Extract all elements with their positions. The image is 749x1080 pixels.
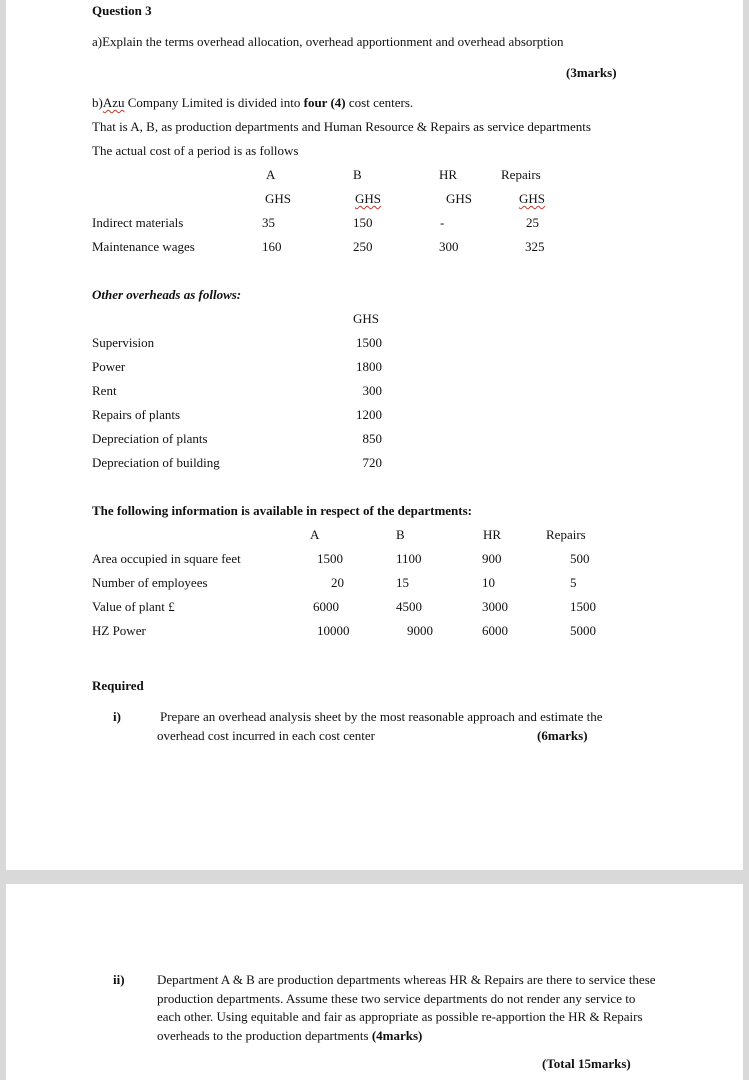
cost-cell: 325 <box>525 239 545 254</box>
cost-cell: 160 <box>262 239 282 254</box>
part-a-marks: (3marks) <box>566 65 617 80</box>
cost-cell: 25 <box>526 215 539 230</box>
cost-header-hr: HR <box>439 167 458 182</box>
dept-cell: 10000 <box>317 623 350 638</box>
total-marks: (Total 15marks) <box>542 1056 631 1071</box>
dept-cell: 6000 <box>313 599 339 614</box>
cost-cell: 35 <box>262 215 275 230</box>
overhead-value: 850 <box>362 431 382 446</box>
cost-cell: 250 <box>353 239 373 254</box>
dept-cell: 10 <box>482 575 495 590</box>
item-i-line1: Prepare an overhead analysis sheet by the most reasonable approach and estimate the <box>160 709 603 724</box>
cost-header-repairs: Repairs <box>501 167 541 182</box>
dept-cell: 1500 <box>317 551 343 566</box>
part-b-intro: b)Azu Company Limited is divided into four (4) cost centers. <box>92 95 414 110</box>
cost-currency-hr: GHS <box>446 191 473 206</box>
overhead-value: 1500 <box>356 335 382 350</box>
dept-cell: 1500 <box>570 599 596 614</box>
dept-cell: 4500 <box>396 599 422 614</box>
overhead-label: Rent <box>92 383 117 398</box>
dept-cell: 3000 <box>482 599 508 614</box>
cost-cell: 300 <box>439 239 459 254</box>
part-a-text: a)Explain the terms overhead allocation, overhead apportionment and overhead absorption <box>92 34 564 49</box>
dept-header-b: B <box>396 527 405 542</box>
overhead-label: Supervision <box>92 335 155 350</box>
cost-cell: 150 <box>353 215 373 230</box>
part-b-line2: That is A, B, as production departments and Human Resource & Repairs as service departments <box>92 119 591 134</box>
dept-header-hr: HR <box>483 527 502 542</box>
dept-cell: 5000 <box>570 623 596 638</box>
dept-cell: 15 <box>396 575 409 590</box>
cost-row-label: Maintenance wages <box>92 239 195 254</box>
overhead-value: 720 <box>362 455 382 470</box>
dept-cell: 20 <box>331 575 344 590</box>
item-i-marks: (6marks) <box>537 728 588 743</box>
item-i-line2: overhead cost incurred in each cost center <box>157 728 376 743</box>
dept-cell: 1100 <box>396 551 422 566</box>
overhead-label: Power <box>92 359 126 374</box>
cost-cell: - <box>440 215 445 230</box>
overhead-value: 300 <box>362 383 382 398</box>
required-title: Required <box>92 678 144 693</box>
dept-cell: 6000 <box>482 623 508 638</box>
dept-row-label: Area occupied in square feet <box>92 551 241 566</box>
item-i-number: i) <box>113 709 121 724</box>
cost-currency-a: GHS <box>265 191 292 206</box>
item-ii-number: ii) <box>113 972 125 987</box>
dept-row-label: Value of plant £ <box>92 599 175 614</box>
dept-info-title: The following information is available in respect of the departments: <box>92 503 472 518</box>
company-name: Azu <box>102 95 125 110</box>
overhead-label: Depreciation of building <box>92 455 220 470</box>
overhead-value: 1200 <box>356 407 382 422</box>
overheads-currency: GHS <box>353 311 380 326</box>
cost-currency-repairs: GHS <box>519 191 546 206</box>
dept-cell: 900 <box>482 551 502 566</box>
page-2 <box>6 884 743 1080</box>
other-overheads-title: Other overheads as follows: <box>92 287 242 302</box>
part-b-line3: The actual cost of a period is as follows <box>92 143 299 158</box>
overhead-label: Depreciation of plants <box>92 431 208 446</box>
dept-cell: 9000 <box>407 623 433 638</box>
page-1 <box>6 0 743 870</box>
cost-row-label: Indirect materials <box>92 215 184 230</box>
dept-header-repairs: Repairs <box>546 527 586 542</box>
dept-cell: 5 <box>570 575 577 590</box>
cost-header-b: B <box>353 167 362 182</box>
dept-row-label: HZ Power <box>92 623 146 638</box>
question-title: Question 3 <box>92 3 152 18</box>
item-ii-text: Department A & B are production departments whereas HR & Repairs are there to service these production departments. Assume these two service departments do not render any service to each other. Using equitable and fair as appropriate as possible re-apportion the HR & Repairs overheads to the production departments (4marks) <box>157 972 656 1043</box>
cost-header-a: A <box>266 167 276 182</box>
overhead-value: 1800 <box>356 359 382 374</box>
dept-row-label: Number of employees <box>92 575 208 590</box>
cost-currency-b: GHS <box>355 191 382 206</box>
overhead-label: Repairs of plants <box>92 407 181 422</box>
dept-cell: 500 <box>570 551 590 566</box>
dept-header-a: A <box>310 527 320 542</box>
